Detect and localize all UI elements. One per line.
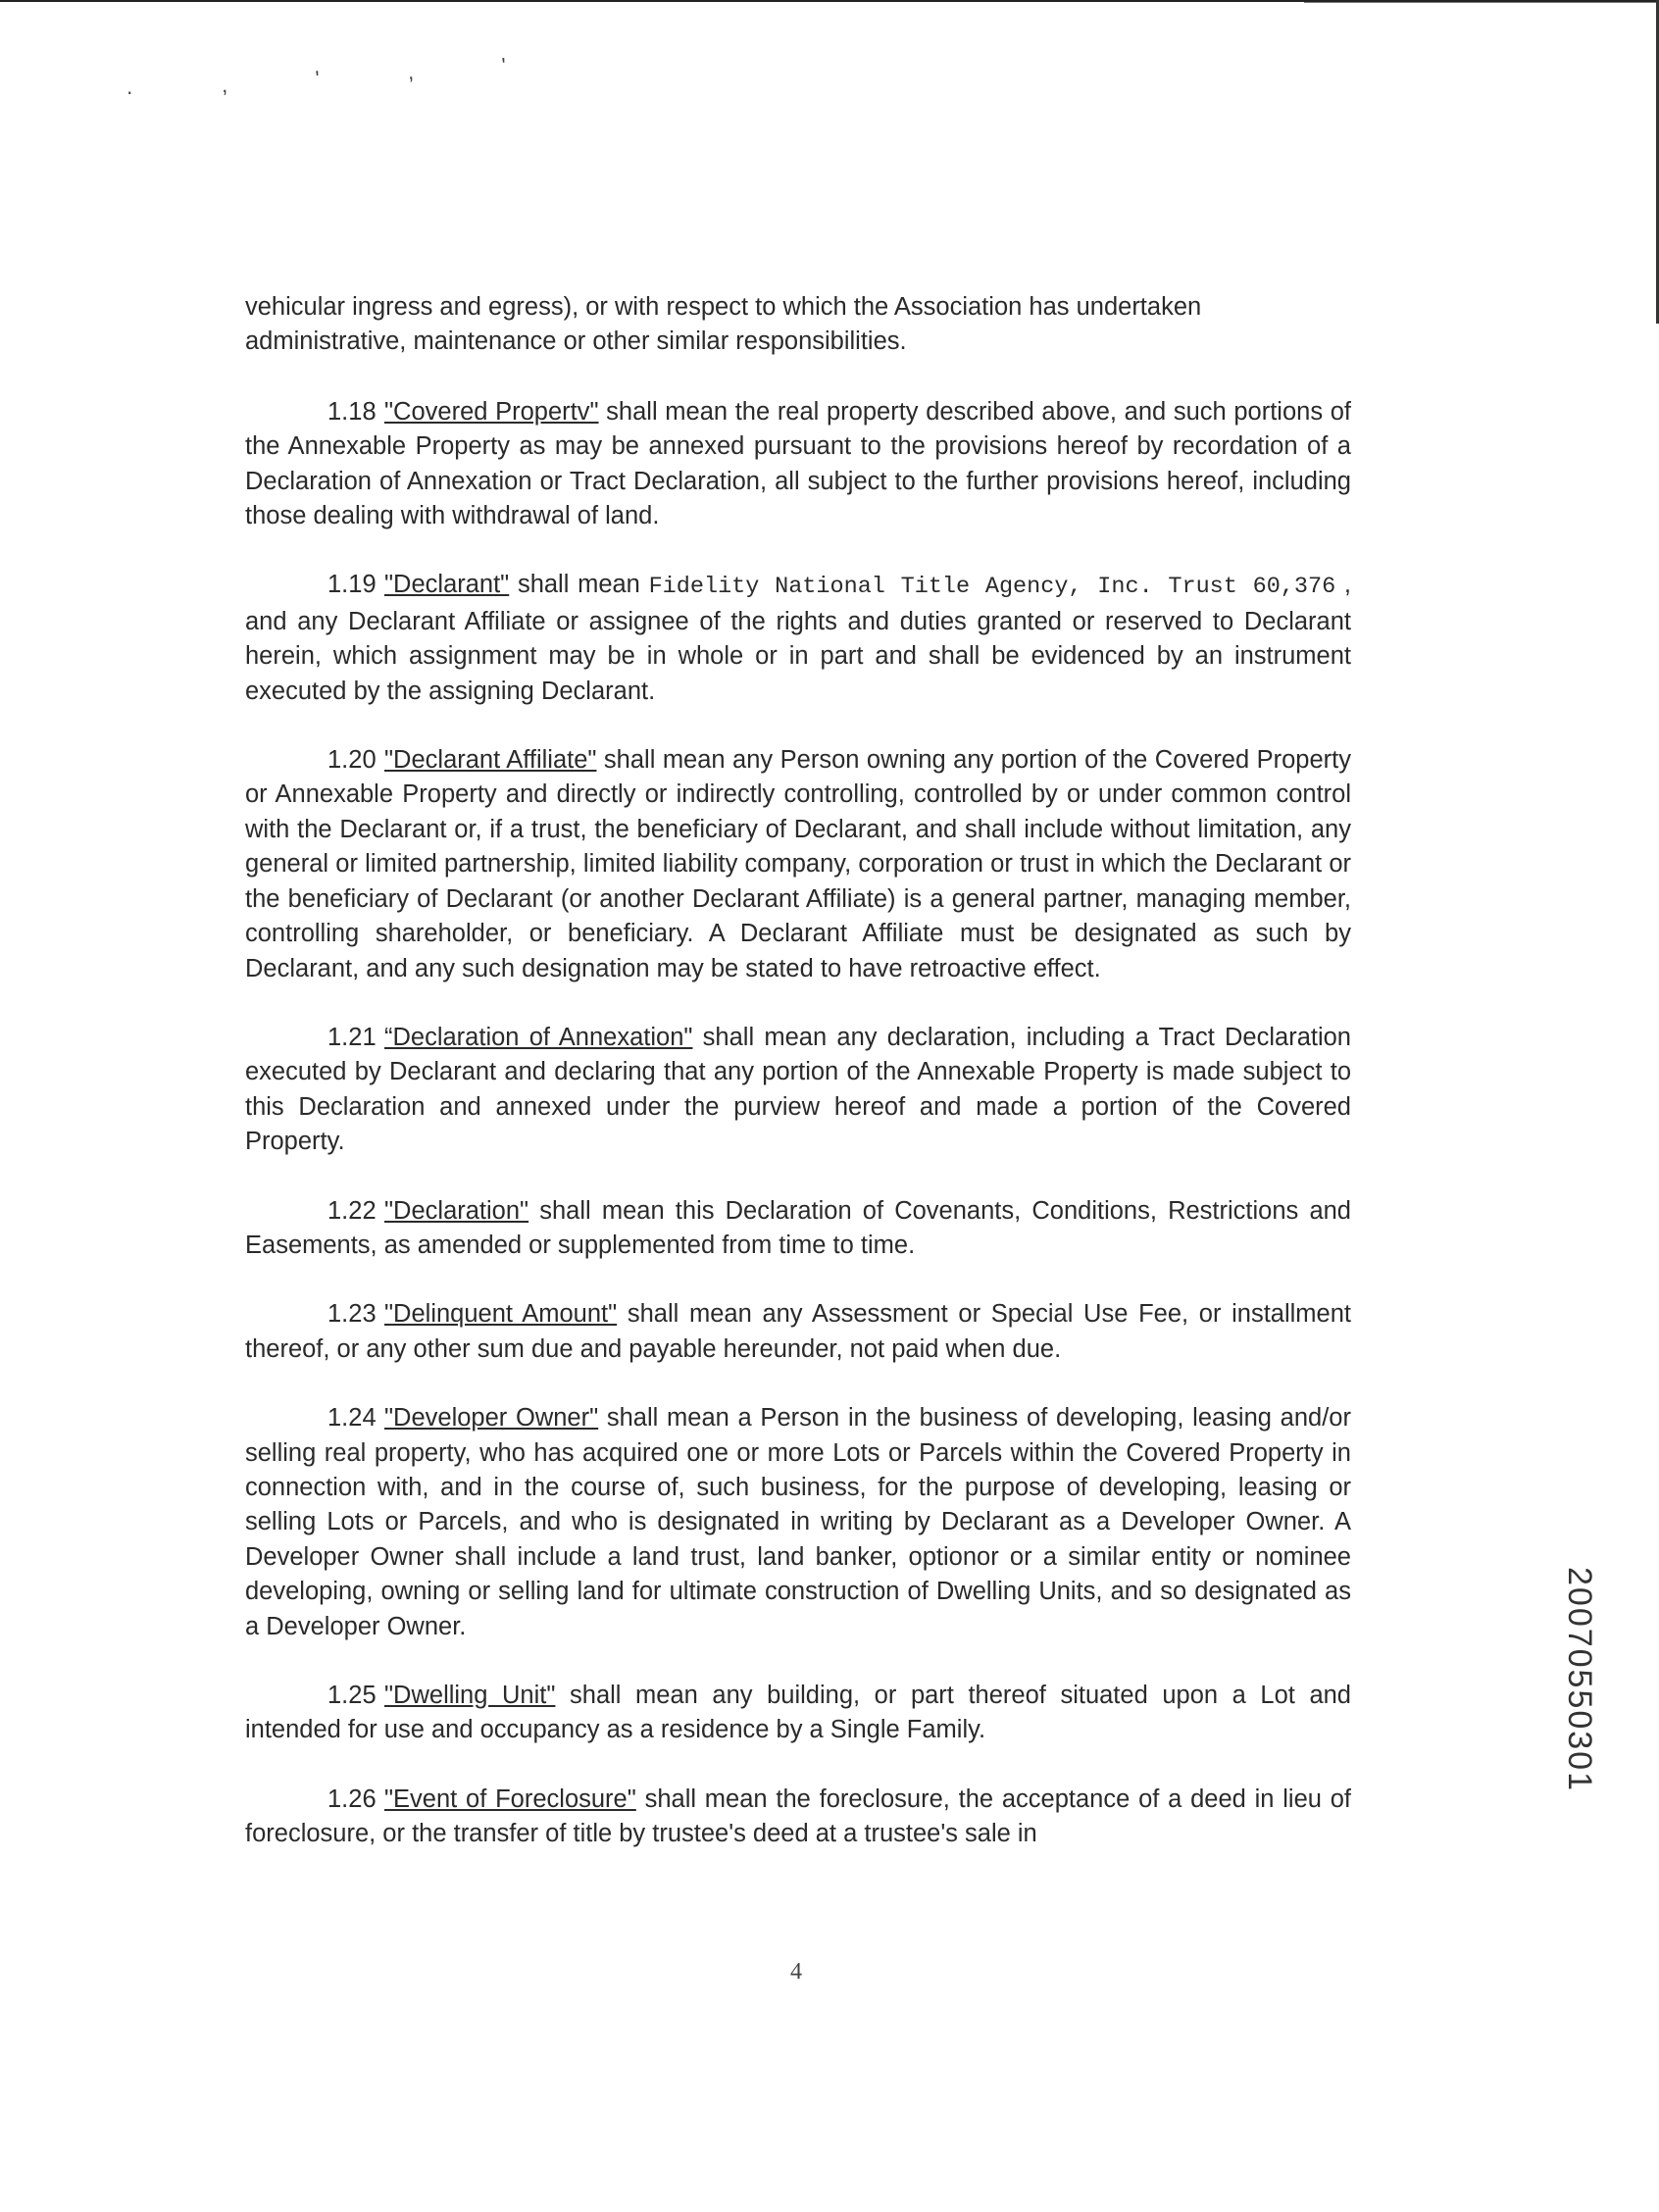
section-body: , and any Declarant Affiliate or assignee of the rights and duties granted or reserved to Declarant herein, which assignment may be in whole or in part and shall be evidenced by an instrument executed by the assigning Declarant. [245, 571, 1351, 705]
section-number: 1.26 [327, 1785, 377, 1813]
defined-term: "Declaration" [384, 1196, 529, 1225]
section-body: shall mean any Assessment or Special Use Fee, or installment thereof, or any other sum due and payable hereunder, not paid when due. [245, 1300, 1352, 1363]
defined-term: “Declaration of Annexation" [384, 1023, 693, 1051]
recording-number-stamp [1561, 1567, 1604, 1890]
typed-insertion: Fidelity National Title Agency, Inc. Trust 60,376 [648, 574, 1336, 601]
section-body-lead: shall mean [509, 571, 649, 599]
defined-term: "Dwelling Unit" [384, 1682, 556, 1709]
section-body: shall mean a Person in the business of developing, leasing and/or selling real property, who has acquired one or more Lots or Parcels within the Covered Property in connection with, and in the course of, such business, for the purpose of developing, leasing or selling Lots or Parcels, and who is designated in writing by Declarant as a Developer Owner. A Developer Owner shall include a land trust, land banker, optionor or a similar entity or nominee developing, owning or selling land for ultimate construction of Dwelling Units, and so designated as a Developer Owner. [245, 1404, 1351, 1640]
top-scan-rule-faint [1304, 2, 1659, 3]
document-page [245, 290, 1351, 1886]
section-1-21 [245, 1021, 1351, 1160]
section-1-19 [245, 568, 1351, 709]
section-1-20 [245, 743, 1351, 986]
section-number: 1.18 [327, 397, 377, 426]
defined-term: "Event of Foreclosure" [384, 1785, 636, 1813]
section-number: 1.19 [327, 571, 377, 599]
defined-term: "Declarant" [384, 571, 510, 599]
section-1-18 [245, 395, 1351, 534]
page-number: 4 [790, 1959, 802, 1985]
section-number: 1.21 [327, 1023, 377, 1051]
defined-term: "Delinquent Amount" [384, 1300, 618, 1329]
section-1-24 [245, 1401, 1351, 1644]
section-body: shall mean this Declaration of Covenants, Conditions, Restrictions and Easements, as amended or supplemented from time to time. [245, 1196, 1351, 1259]
defined-term: "Developer Owner" [384, 1404, 599, 1433]
section-body: shall mean any declaration, including a Tract Declaration executed by Declarant and declaring that any portion of the Annexable Property is made subject to this Declaration and annexed under the purview hereof and made a portion of the Covered Property. [245, 1023, 1351, 1156]
section-number: 1.25 [327, 1682, 377, 1709]
section-body: shall mean the real property described above, and such portions of the Annexable Property as may be annexed pursuant to the provisions hereof by recordation of a Declaration of Annexation or Tract Declaration, all subject to the further provisions hereof, including those dealing with withdrawal of land. [245, 397, 1351, 530]
section-number: 1.23 [327, 1300, 377, 1329]
section-body: shall mean any building, or part thereof situated upon a Lot and intended for use and occupancy as a residence by a Single Family. [245, 1682, 1351, 1744]
section-1-25 [245, 1679, 1351, 1748]
scan-specks: · , ' , ' [125, 50, 548, 104]
section-number: 1.24 [327, 1404, 377, 1433]
section-number: 1.20 [327, 746, 377, 775]
defined-term: "Declarant Affiliate" [384, 746, 597, 775]
section-body: shall mean any Person owning any portion of the Covered Property or Annexable Property and directly or indirectly controlling, controlled by or under common control with the Declarant or, if a trust, the beneficiary of Declarant, and shall include without limitation, any general or limited partnership, limited liability company, corporation or trust in which the Declarant or the beneficiary of Declarant (or another Declarant Affiliate) is a general partner, managing member, controlling shareholder, or beneficiary. A Declarant Affiliate must be designated as such by Declarant, and any such designation may be stated to have retroactive effect. [245, 746, 1351, 982]
continued-fragment: vehicular ingress and egress), or with respect to which the Association has undertaken administrative, maintenance or other similar responsibilities. [245, 293, 1202, 356]
section-body: shall mean the foreclosure, the acceptance of a deed in lieu of foreclosure, or the transfer of title by trustee's deed at a trustee's sale in [245, 1785, 1351, 1848]
section-1-26 [245, 1783, 1351, 1852]
section-number: 1.22 [327, 1196, 377, 1225]
recording-number-text: 20070550301 [1561, 1567, 1598, 1793]
defined-term: "Covered Propertv" [384, 397, 599, 426]
section-1-23 [245, 1297, 1351, 1367]
section-1-22 [245, 1194, 1351, 1264]
